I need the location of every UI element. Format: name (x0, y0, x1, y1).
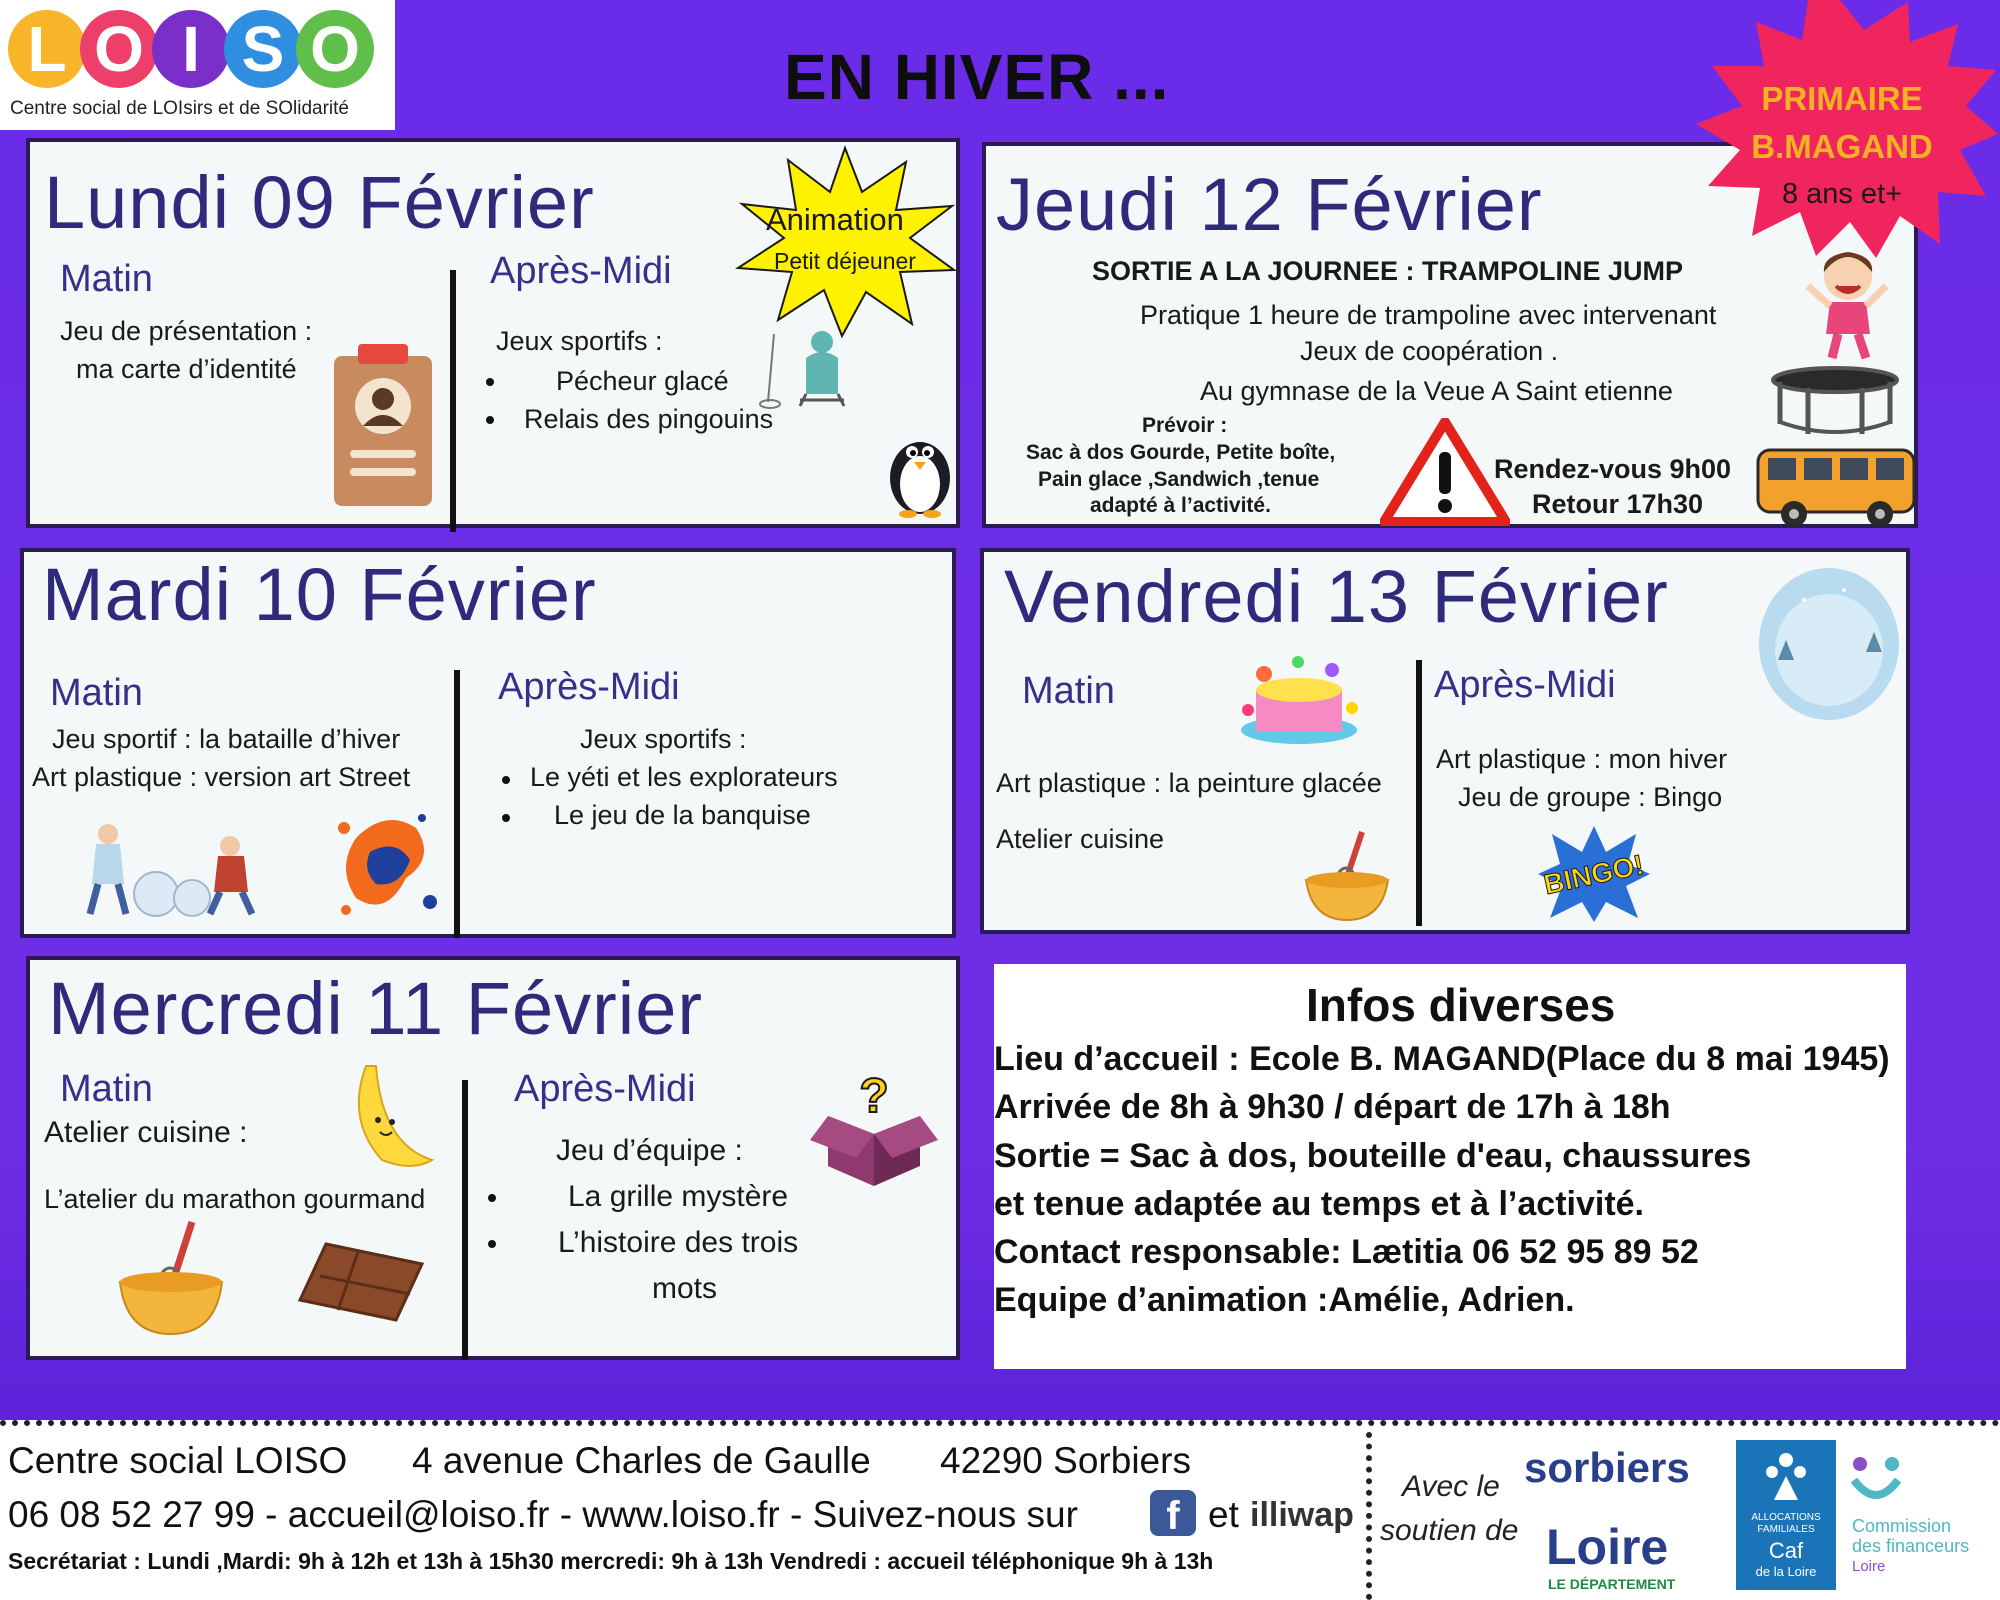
infos-title: Infos diverses (1306, 979, 1616, 1031)
commission-smile-icon (1848, 1454, 1904, 1504)
day-title-lundi: Lundi 09 Février (44, 161, 595, 244)
apres-midi-label: Après-Midi (514, 1068, 696, 1110)
jeudi-retour: Retour 17h30 (1532, 489, 1704, 519)
footer-soutien-de: soutien de (1380, 1514, 1519, 1547)
apres-midi-label: Après-Midi (1434, 664, 1616, 706)
info-line-tenue: et tenue adaptée au temps et à l’activité. (994, 1185, 1645, 1223)
jeudi-rendez-vous: Rendez-vous 9h00 (1494, 454, 1732, 484)
panel-mercredi (26, 956, 960, 1360)
lundi-apm-item1: Pécheur glacé (556, 366, 729, 396)
info-line-horaires: Arrivée de 8h à 9h30 / départ de 17h à 18h (994, 1088, 1671, 1126)
panel-mardi (20, 548, 956, 938)
id-card-icon (330, 342, 436, 510)
footer-address: 4 avenue Charles de Gaulle (412, 1440, 871, 1481)
jeudi-line2: Jeux de coopération . (1300, 336, 1559, 366)
caf-family-icon (1760, 1450, 1812, 1502)
caf-logo (1736, 1440, 1836, 1590)
footer-hours: Secrétariat : Lundi ,Mardi: 9h à 12h et 13h à 15h30 mercredi: 9h à 13h Vendredi : accueil téléphonique 9h à 13h (8, 1548, 1214, 1574)
commission-line3: Loire (1852, 1558, 1886, 1575)
chocolate-icon (296, 1240, 426, 1324)
bullet (486, 416, 494, 424)
caf-line2: FAMILIALES (1757, 1524, 1815, 1535)
commission-line1: Commission (1852, 1516, 1952, 1536)
apres-midi-label: Après-Midi (490, 250, 672, 292)
divider-vendredi (1416, 660, 1422, 926)
matin-label: Matin (50, 672, 143, 714)
primaire-badge (1690, 0, 2000, 262)
lundi-apm-line1: Jeux sportifs : (496, 326, 663, 356)
bus-icon (1754, 442, 1920, 530)
footer-contact: 06 08 52 27 99 - accueil@loiso.fr - www.loiso.fr - Suivez-nous sur (8, 1494, 1078, 1535)
day-title-jeudi: Jeudi 12 Février (996, 163, 1543, 246)
day-title-vendredi: Vendredi 13 Février (1004, 555, 1669, 638)
bullet (502, 814, 510, 822)
caf-line1: ALLOCATIONS (1751, 1512, 1821, 1523)
jeudi-prevoir-line1: Sac à dos Gourde, Petite boîte, (1026, 441, 1336, 464)
lundi-matin-line2: ma carte d’identité (76, 354, 297, 384)
footer-avec-le: Avec le (1402, 1470, 1500, 1503)
info-line-equipe: Equipe d’animation :Amélie, Adrien. (994, 1281, 1575, 1319)
mixing-bowl-icon (116, 1218, 226, 1338)
jeudi-prevoir-label: Prévoir : (1142, 414, 1228, 437)
vendredi-matin-line1: Art plastique : la peinture glacée (996, 768, 1382, 798)
starburst-animation-label: Animation (766, 202, 904, 237)
page-title: EN HIVER ... (784, 41, 1170, 113)
bullet (488, 1240, 496, 1248)
logo-subtitle: Centre social de LOIsirs et de SOlidarité (10, 98, 349, 119)
divider-mercredi (462, 1080, 468, 1360)
loiso-logo (0, 0, 395, 130)
badge-school: B.MAGAND (1751, 128, 1933, 165)
lundi-apm-item2: Relais des pingouins (524, 404, 774, 434)
mardi-apm-item2: Le jeu de la banquise (554, 800, 811, 830)
badge-primaire: PRIMAIRE (1761, 80, 1923, 117)
caf-line4: de la Loire (1755, 1564, 1817, 1579)
animation-starburst (730, 140, 960, 340)
loire-departement-label: LE DÉPARTEMENT (1548, 1576, 1676, 1592)
painted-cake-icon (1234, 654, 1364, 750)
mardi-matin-line2: Art plastique : version art Street (32, 762, 411, 792)
logo-letter-s: S (224, 10, 302, 88)
info-line-contact: Contact responsable: Lætitia 06 52 95 89 52 (994, 1233, 1699, 1271)
footer-org: Centre social LOISO (8, 1440, 348, 1481)
mercredi-apm-item2b: mots (652, 1272, 718, 1305)
warning-icon (1380, 418, 1510, 526)
mercredi-apm-line1: Jeu d’équipe : (556, 1134, 743, 1167)
jeudi-line3: Au gymnase de la Veue A Saint etienne (1200, 376, 1673, 406)
logo-letter-i: I (152, 10, 230, 88)
vendredi-matin-line2: Atelier cuisine (996, 824, 1165, 854)
footer (0, 1420, 2000, 1600)
info-line-lieu: Lieu d’accueil : Ecole B. MAGAND(Place du 8 mai 1945) (994, 1040, 1890, 1078)
matin-label: Matin (60, 258, 153, 300)
mardi-matin-line1: Jeu sportif : la bataille d’hiver (52, 724, 401, 754)
mercredi-matin-line2: L’atelier du marathon gourmand (44, 1184, 426, 1214)
trampoline-icon (1768, 364, 1902, 438)
mystery-box-icon (808, 1060, 940, 1190)
mercredi-apm-item2a: L’histoire des trois (558, 1226, 799, 1259)
caf-line3: Caf (1768, 1538, 1804, 1563)
bullet (486, 378, 494, 386)
paint-splash-icon (326, 798, 446, 928)
jeudi-line1: Pratique 1 heure de trampoline avec intervenant (1140, 300, 1717, 330)
mercredi-apm-item1: La grille mystère (568, 1180, 789, 1213)
kids-snow-icon (68, 814, 268, 920)
mixing-bowl-icon (1302, 828, 1392, 924)
penguin-icon (882, 422, 958, 518)
sorbiers-logo: sorbiers (1524, 1444, 1690, 1491)
svg-text:?: ? (859, 1070, 889, 1123)
commission-line2: des financeurs (1852, 1536, 1970, 1556)
illiwap-logo[interactable]: illiwap (1250, 1496, 1354, 1534)
apres-midi-label: Après-Midi (498, 666, 680, 708)
bullet (488, 1194, 496, 1202)
day-title-mercredi: Mercredi 11 Février (48, 967, 704, 1050)
mardi-apm-line1: Jeux sportifs : (580, 724, 747, 754)
panel-vendredi (980, 548, 1910, 934)
banana-icon (342, 1060, 438, 1174)
footer-city: 42290 Sorbiers (940, 1440, 1191, 1481)
bullet (502, 776, 510, 784)
matin-label: Matin (60, 1068, 153, 1110)
divider-lundi (450, 270, 456, 532)
kid-jumping-icon (1804, 246, 1890, 362)
jeudi-prevoir-line2: Pain glace ,Sandwich ,tenue (1038, 468, 1320, 491)
info-line-sortie: Sortie = Sac à dos, bouteille d'eau, chaussures (994, 1137, 1752, 1175)
bingo-icon (1536, 824, 1652, 924)
logo-letter-o1: O (80, 10, 158, 88)
lundi-matin-line1: Jeu de présentation : (60, 316, 313, 346)
mercredi-matin-line1: Atelier cuisine : (44, 1116, 248, 1149)
mardi-apm-item1: Le yéti et les explorateurs (530, 762, 838, 792)
snowy-winter-icon (1754, 560, 1904, 730)
footer-divider (1366, 1432, 1372, 1600)
vendredi-apm-line1: Art plastique : mon hiver (1436, 744, 1728, 774)
day-title-mardi: Mardi 10 Février (42, 553, 597, 636)
svg-text:BINGO!: BINGO! (1541, 848, 1647, 901)
divider-mardi (454, 670, 460, 938)
infos-panel (994, 964, 1906, 1369)
jeudi-prevoir-line3: adapté à l’activité. (1090, 494, 1271, 517)
logo-letter-o2: O (296, 10, 374, 88)
footer-et: et (1208, 1494, 1239, 1535)
starburst-petit-dejeuner-label: Petit déjeuner (774, 248, 916, 274)
matin-label: Matin (1022, 670, 1115, 712)
facebook-icon[interactable]: f (1150, 1490, 1196, 1536)
loire-logo: Loire (1546, 1519, 1669, 1575)
badge-age: 8 ans et+ (1781, 178, 1903, 210)
vendredi-apm-line2: Jeu de groupe : Bingo (1458, 782, 1723, 812)
jeudi-sortie: SORTIE A LA JOURNEE : TRAMPOLINE JUMP (1092, 256, 1684, 286)
logo-letter-l: L (8, 10, 86, 88)
